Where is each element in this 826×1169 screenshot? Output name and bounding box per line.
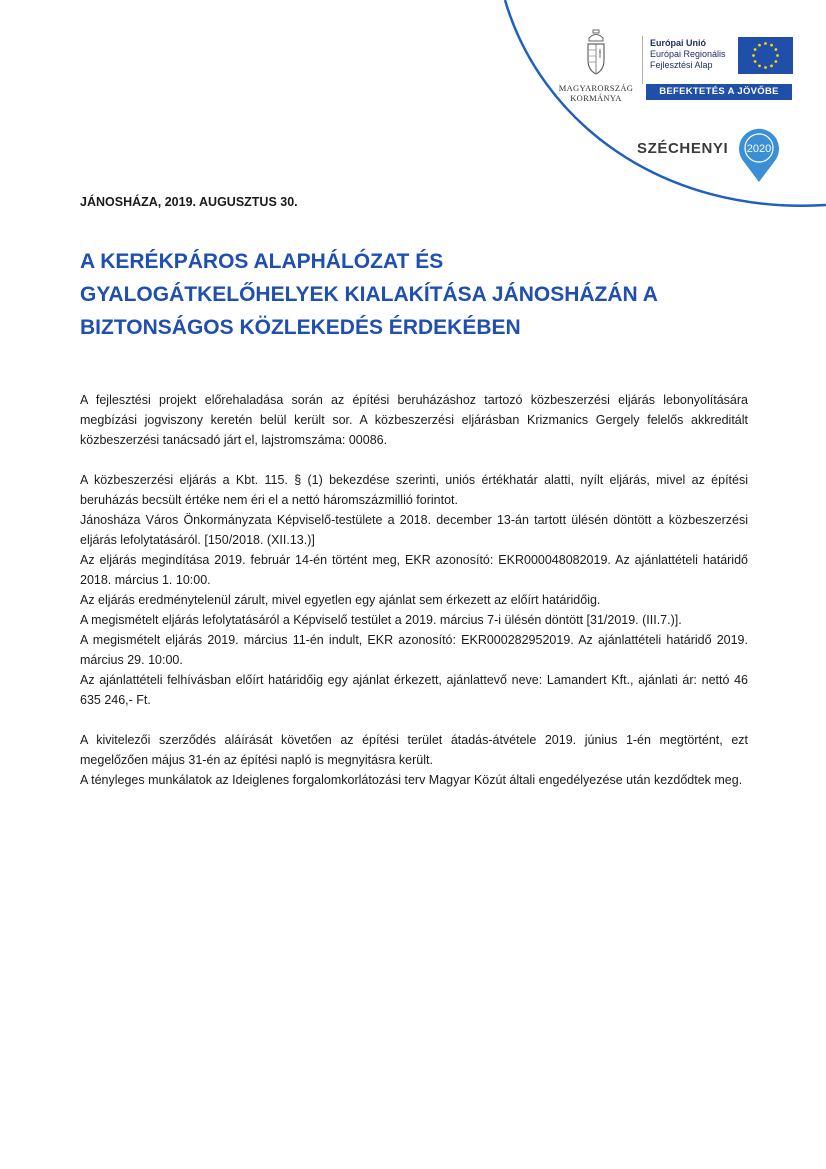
- paragraph: A fejlesztési projekt előrehaladása során az építési beruházáshoz tartozó közbeszerzési eljárás lebonyolítására megbízási jogviszony keretén belül került sor. A közbeszerzési eljárásban Krizmanics Gergely felelős akkreditált közbeszerzési tanácsadó járt el, lajstromszáma: 00086.: [80, 393, 748, 447]
- press-release: [80, 195, 748, 790]
- document-body: [80, 390, 748, 790]
- paragraph: A tényleges munkálatok az Ideiglenes forgalomkorlátozási terv Magyar Közút általi engedélyezése után kezdődtek meg.: [80, 773, 743, 787]
- document-date: JÁNOSHÁZA, 2019. AUGUSZTUS 30.: [80, 195, 298, 209]
- eu-fund-label: Európai Unió Európai Regionális Fejlesztési Alap: [650, 38, 726, 70]
- paragraph: Az ajánlattételi felhívásban előírt határidőig egy ajánlat érkezett, ajánlattevő neve: Lamandert Kft., ajánlati ár: nettó 46 635 246,- Ft.: [80, 673, 748, 707]
- paragraph: A megismételt eljárás lefolytatásáról a Képviselő testület a 2019. március 7-i ülésén döntött [31/2019. (III.7.)].: [80, 613, 682, 627]
- document-title: A KERÉKPÁROS ALAPHÁLÓZAT ÉS GYALOGÁTKELŐHELYEK KIALAKÍTÁSA JÁNOSHÁZÁN A BIZTONSÁGOS KÖZLEKEDÉS ÉRDEKÉBEN: [80, 250, 658, 339]
- eu-flag-icon: [738, 37, 793, 74]
- paragraph: Az eljárás megindítása 2019. február 14-én történt meg, EKR azonosító: EKR000048082019. Az ajánlattételi határidő 2018. március 1. 10:00.: [80, 553, 748, 587]
- paragraph: Jánosháza Város Önkormányzata Képviselő-testülete a 2018. december 13-án tartott ülésén döntött a közbeszerzési eljárás lefolytatásáról. [150/2018. (XII.13.)]: [80, 513, 748, 547]
- government-logo: [556, 28, 636, 103]
- paragraph: A kivitelezői szerződés aláírását követően az építési terület átadás-átvétele 2019. június 1-én megtörtént, ezt megelőzően május 31-én az építési napló is megnyitásra került.: [80, 733, 748, 767]
- invest-slogan-bar: BEFEKTETÉS A JÖVŐBE: [646, 84, 792, 100]
- government-name: MAGYARORSZÁG KORMÁNYA: [558, 83, 634, 103]
- coat-of-arms-icon: [583, 28, 609, 76]
- paragraph: A közbeszerzési eljárás a Kbt. 115. § (1) bekezdése szerinti, uniós értékhatár alatti, nyílt eljárás, mivel az építési beruházás becsült értéke nem éri el a nettó háromszázmillió forintot.: [80, 473, 748, 507]
- szechenyi-logo-text: SZÉCHENYI: [637, 140, 729, 157]
- szechenyi-year: 2020: [746, 143, 772, 155]
- paragraph: Az eljárás eredménytelenül zárult, mivel egyetlen egy ajánlat sem érkezett az előírt határidőig.: [80, 593, 601, 607]
- map-pin-icon: [734, 126, 784, 184]
- logo-divider: [642, 36, 643, 84]
- paragraph: A megismételt eljárás 2019. március 11-én indult, EKR azonosító: EKR000282952019. Az ajánlattételi határidő 2019. március 29. 10:00.: [80, 633, 748, 667]
